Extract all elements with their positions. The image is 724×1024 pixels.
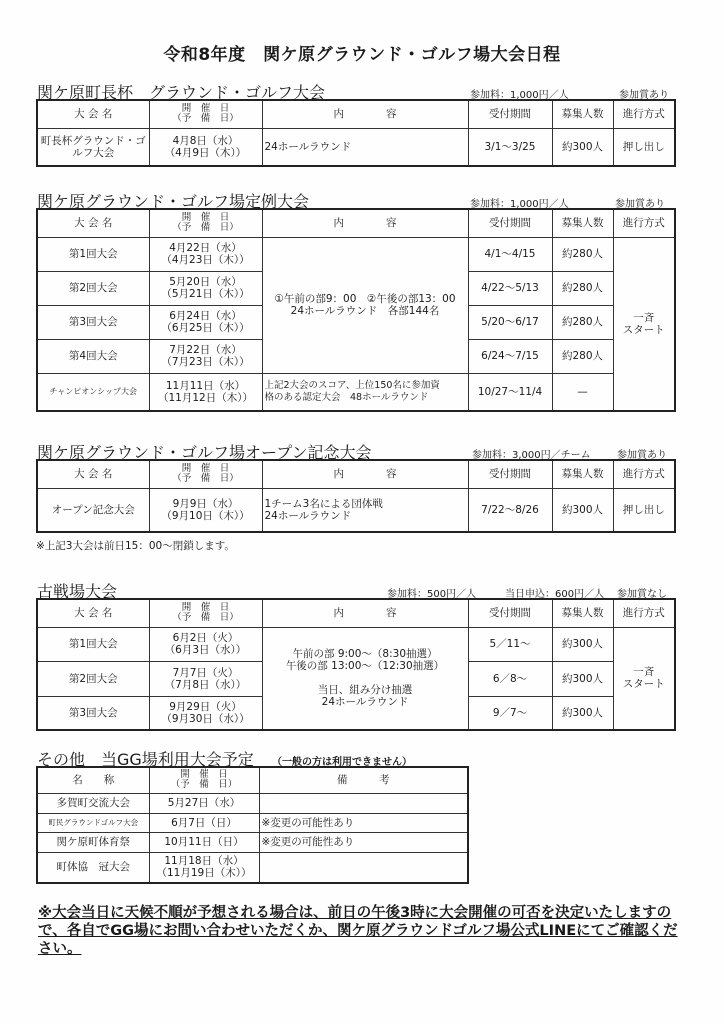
- event-date: 9月9日（水） （9月10日（木））: [149, 488, 262, 532]
- header-period: 受付期間: [468, 209, 552, 237]
- event-name: 町体協 冠大会: [37, 852, 149, 883]
- header-name: 名 称: [37, 767, 149, 793]
- section4-title: 古戦場大会: [37, 582, 118, 601]
- header-capacity: 募集人数: [552, 100, 613, 128]
- section3-table: [36, 459, 676, 533]
- event-date: 9月29日（火） （9月30日（水））: [149, 696, 262, 730]
- event-name: 関ケ原町体育祭: [37, 832, 149, 852]
- event-name: 第2回大会: [37, 271, 149, 305]
- event-period: 7/22～8/26: [468, 488, 552, 532]
- table-row: [37, 373, 675, 411]
- event-period: 4/1～4/15: [468, 237, 552, 271]
- event-format: 一斉 スタート: [613, 237, 675, 411]
- event-period: 5/20～6/17: [468, 305, 552, 339]
- header-capacity: 募集人数: [552, 599, 613, 627]
- event-period: 5／11～: [468, 627, 552, 661]
- section5-table: [36, 766, 469, 884]
- event-capacity: 約300人: [552, 128, 613, 166]
- event-capacity: 約300人: [552, 488, 613, 532]
- header-format: 進行方式: [613, 460, 675, 488]
- header-content: 内 容: [262, 460, 468, 488]
- header-capacity: 募集人数: [552, 460, 613, 488]
- header-remarks: 備 考: [259, 767, 468, 793]
- section1-fee: 参加料：1,000円／人: [470, 90, 569, 101]
- header-date: 開 催 日 （予 備 日）: [149, 460, 262, 488]
- header-date: 開 催 日 （予 備 日）: [149, 599, 262, 627]
- event-date: 7月7日（火） （7月8日（水））: [149, 661, 262, 696]
- event-content: 24ホールラウンド: [262, 128, 468, 166]
- closure-note: ※上記3大会は前日15：00～閉鎖します。: [36, 540, 235, 552]
- header-format: 進行方式: [613, 599, 675, 627]
- header-name: 大 会 名: [37, 599, 149, 627]
- event-capacity: 約300人: [552, 661, 613, 696]
- header-date: 開 催 日 （予 備 日）: [149, 209, 262, 237]
- event-capacity: 約280人: [552, 305, 613, 339]
- event-name: 町長杯グラウンド・ゴルフ大会: [37, 128, 149, 166]
- table-row: [37, 627, 675, 661]
- section2-fee: 参加料：1,000円／人: [470, 199, 569, 210]
- event-period: 6/24～7/15: [468, 339, 552, 373]
- section4-same-day-fee: 当日申込：600円／人: [505, 589, 605, 600]
- weather-warning: ※大会当日に天候不順が予想される場合は、前日の午後3時に大会開催の可否を決定いたしますので、各自でGG場にお問い合わせいただくか、関ケ原グラウンドゴルフ場公式LINEにてご確認ください。: [38, 905, 678, 957]
- section4-fee: 参加料：500円／人: [387, 589, 477, 600]
- table-row: [37, 832, 468, 852]
- table-row: [37, 488, 675, 532]
- header-period: 受付期間: [468, 599, 552, 627]
- table-row: [37, 128, 675, 166]
- section3-title: 関ケ原グラウンド・ゴルフ場オープン記念大会: [37, 443, 372, 462]
- page-title: 令和8年度 関ケ原グラウンド・ゴルフ場大会日程: [163, 45, 561, 65]
- event-name: 第3回大会: [37, 305, 149, 339]
- event-date: 11月11日（水） （11月12日（木））: [149, 373, 262, 411]
- event-date: 6月24日（水） （6月25日（木））: [149, 305, 262, 339]
- event-date: 10月11日（日）: [149, 832, 259, 852]
- event-name: 第3回大会: [37, 696, 149, 730]
- section5-subtitle: （一般の方は利用できません）: [272, 757, 412, 768]
- header-date: 開 催 日 （予 備 日）: [149, 100, 262, 128]
- header-format: 進行方式: [613, 100, 675, 128]
- event-remarks: [259, 793, 468, 813]
- event-capacity: 約280人: [552, 339, 613, 373]
- header-name: 大 会 名: [37, 209, 149, 237]
- event-capacity: 約300人: [552, 627, 613, 661]
- event-date: 5月20日（水） （5月21日（木））: [149, 271, 262, 305]
- event-period: 6／8～: [468, 661, 552, 696]
- table-row: [37, 793, 468, 813]
- event-remarks: [259, 852, 468, 883]
- event-capacity: 約280人: [552, 237, 613, 271]
- event-format: 一斉 スタート: [613, 627, 675, 730]
- header-period: 受付期間: [468, 460, 552, 488]
- event-capacity: 約280人: [552, 271, 613, 305]
- event-format: 押し出し: [613, 128, 675, 166]
- event-date: 6月7日（日）: [149, 813, 259, 832]
- header-content: 内 容: [262, 599, 468, 627]
- event-period: 3/1～3/25: [468, 128, 552, 166]
- section1-title: 関ケ原町長杯 グラウンド・ゴルフ大会: [37, 83, 326, 102]
- event-date: 5月27日（水）: [149, 793, 259, 813]
- event-period: 10/27～11/4: [468, 373, 552, 411]
- event-content: 上記2大会のスコア、上位150名に参加資 格のある認定大会 48ホールラウンド: [262, 373, 468, 411]
- event-date: 6月2日（火） （6月3日（水））: [149, 627, 262, 661]
- event-period: 4/22～5/13: [468, 271, 552, 305]
- event-name: 第4回大会: [37, 339, 149, 373]
- section2-prize: 参加賞あり: [615, 199, 665, 210]
- event-format: 押し出し: [613, 488, 675, 532]
- event-name: オープン記念大会: [37, 488, 149, 532]
- event-date: 7月22日（水） （7月23日（木））: [149, 339, 262, 373]
- section5-title: その他 当GG場利用大会予定: [37, 750, 254, 769]
- event-content: ①午前の部9：00 ②午後の部13：00 24ホールラウンド 各部144名: [262, 237, 468, 373]
- event-content: 午前の部 9:00～（8:30抽選） 午後の部 13:00～（12:30抽選） 当日、組み分け抽選 24ホールラウンド: [262, 627, 468, 730]
- header-name: 大 会 名: [37, 100, 149, 128]
- header-name: 大 会 名: [37, 460, 149, 488]
- header-capacity: 募集人数: [552, 209, 613, 237]
- header-content: 内 容: [262, 209, 468, 237]
- table-row: [37, 813, 468, 832]
- event-name: 第2回大会: [37, 661, 149, 696]
- table-row: [37, 852, 468, 883]
- event-content: 1チーム3名による団体戦 24ホールラウンド: [262, 488, 468, 532]
- event-name: 第1回大会: [37, 237, 149, 271]
- event-date: 4月22日（水） （4月23日（木））: [149, 237, 262, 271]
- section1-prize: 参加賞あり: [619, 90, 669, 101]
- section3-prize: 参加賞あり: [617, 450, 667, 461]
- event-date: 4月8日（水） （4月9日（木））: [149, 128, 262, 166]
- table-row: [37, 237, 675, 271]
- event-date: 11月18日（水） （11月19日（木））: [149, 852, 259, 883]
- event-capacity: —: [552, 373, 613, 411]
- event-remarks: ※変更の可能性あり: [259, 813, 468, 832]
- event-name: 第1回大会: [37, 627, 149, 661]
- event-capacity: 約300人: [552, 696, 613, 730]
- header-content: 内 容: [262, 100, 468, 128]
- header-date: 開 催 日 （予 備 日）: [149, 767, 259, 793]
- event-remarks: ※変更の可能性あり: [259, 832, 468, 852]
- section2-title: 関ケ原グラウンド・ゴルフ場定例大会: [37, 192, 310, 211]
- section3-fee: 参加料：3,000円／チーム: [472, 450, 591, 461]
- section1-table: [36, 99, 676, 167]
- section4-table: [36, 598, 676, 731]
- event-name: 町民グラウンドゴルフ大会: [37, 813, 149, 832]
- event-period: 9／7～: [468, 696, 552, 730]
- section4-prize: 参加賞なし: [617, 589, 667, 600]
- header-period: 受付期間: [468, 100, 552, 128]
- event-name: 多賀町交流大会: [37, 793, 149, 813]
- event-name: チャンピオンシップ大会: [37, 373, 149, 411]
- header-format: 進行方式: [613, 209, 675, 237]
- section2-table: [36, 208, 676, 412]
